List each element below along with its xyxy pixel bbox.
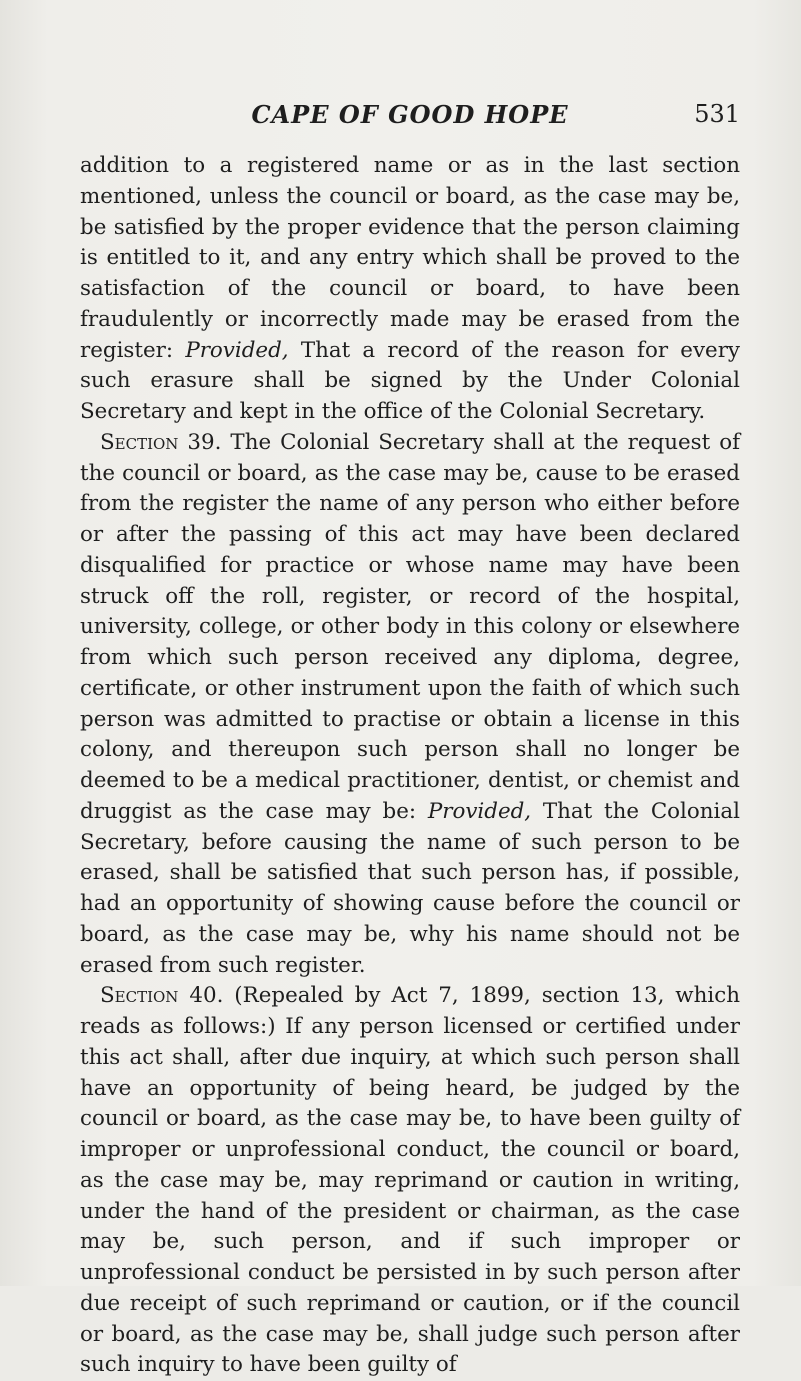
text-run: 40. (Repealed by Act 7, 1899, section 13, which reads as follows:) If any person licensed or certified under this act shall, after due inquiry, at which such person shall have an opportunity of being heard, be judged by the council or board, as the case may be, to have been guilty of improper or unprofessional conduct, the council or board, as the case may be, may reprimand or caution in writing, under the hand of the president or chairman, as the case may be, such person, and if such improper or unprofessional conduct be persisted in by such person after due receipt of such reprimand or caution, or if the council or board, as the case may be, shall judge such person after such inquiry to have been guilty of bbox=[80, 983, 740, 1378]
text-run: That the Colonial Secretary, before causing the name of such person to be erased, shall be satisfied that such person has, if possible, had an opportunity of showing cause before the council or board, as the case may be, why his name should not be erased from such register. bbox=[80, 798, 740, 978]
text-run: addition to a registered name or as in the last section mentioned, unless the council or board, as the case may be, be satisfied by the proper evidence that the person claiming is entitled to it, and any entry which shall be proved to the satisfaction of the council or board, to have been fraudulently or incorrectly made may be erased from the register: bbox=[80, 153, 740, 363]
paragraph-continuation bbox=[80, 151, 740, 428]
proviso-italic: Provided, bbox=[185, 337, 289, 363]
proviso-italic: Provided, bbox=[427, 798, 532, 824]
running-title: CAPE OF GOOD HOPE bbox=[251, 100, 569, 129]
section-label: Section bbox=[100, 983, 179, 1009]
page-number: 531 bbox=[694, 100, 740, 128]
text-run: That a record of the reason for every such erasure shall be signed by the Under Colonial Secretary and kept in the office of the Colonial Secretary. bbox=[80, 337, 740, 424]
page-header bbox=[80, 96, 740, 136]
paragraph-section-40 bbox=[80, 981, 740, 1381]
body-text bbox=[80, 151, 740, 1381]
section-label: Section bbox=[100, 429, 179, 455]
paragraph-section-39 bbox=[80, 428, 740, 982]
text-run: 39. The Colonial Secretary shall at the request of the council or board, as the case may be, cause to be erased from the register the name of any person who either before or after the passing of this act may have been declared disqualified for practice or whose name may have been struck off the roll, register, or record of the hospital, university, college, or other body in this colony or elsewhere from which such person received any diploma, degree, certificate, or other instrument upon the faith of which such person was admitted to practise or obtain a license in this colony, and thereupon such person shall no longer be deemed to be a medical practitioner, dentist, or chemist and druggist as the case may be: bbox=[80, 429, 740, 824]
